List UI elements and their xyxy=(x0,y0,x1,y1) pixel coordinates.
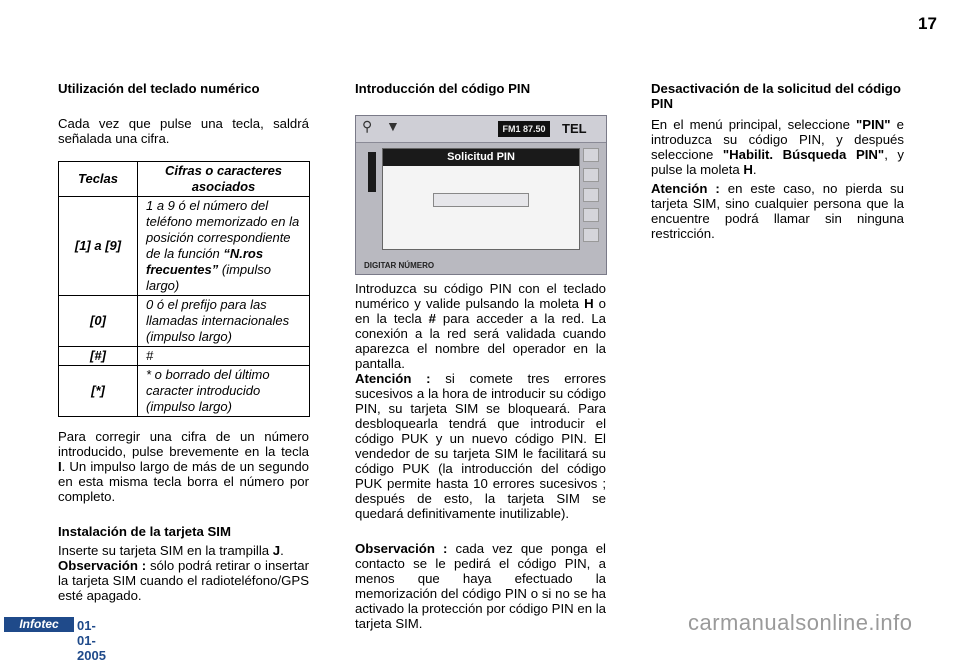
text: si comete tres errores sucesivos a la hora de introducir su código PIN, su tarjeta SIM se bloqueará. Para desbloquearla tendrá que introducir el código PUK y un nuevo código PIN. El vendedor de su tarjeta SIM le facilitará su código PUK (la introducción del código PUK permite hasta 10 errores sucesivos ; después de esto, la tarjeta SIM se quedará definitivamente inutilizable). xyxy=(355,371,606,521)
key-cell: [*] xyxy=(59,366,138,417)
attention-paragraph xyxy=(651,181,904,241)
screen-left-tab xyxy=(368,152,376,192)
side-button[interactable] xyxy=(583,208,599,222)
key-letter: H xyxy=(584,296,594,311)
attention-label: Atención : xyxy=(355,371,431,386)
value-cell: # xyxy=(138,347,310,366)
sim-paragraph xyxy=(58,543,309,558)
observation-paragraph xyxy=(58,558,309,603)
column-deactivation xyxy=(651,81,904,241)
frequency-display: FM1 87.50 xyxy=(498,121,550,137)
side-button[interactable] xyxy=(583,148,599,162)
text: Introduzca su código PIN con el teclado numérico y valide pulsando la moleta xyxy=(355,281,606,311)
text: , y pulse la moleta xyxy=(651,147,904,177)
observation-label: Observación : xyxy=(355,541,448,556)
dialog-title: Solicitud PIN xyxy=(383,149,579,166)
text: sólo podrá retirar o insertar la tarjeta SIM cuando el radioteléfono/GPS esté apagado. xyxy=(58,558,309,603)
key-letter: J xyxy=(272,543,281,558)
value-cell: * o borrado del último caracter introducido (impulso largo) xyxy=(138,366,310,417)
heading-deactivation: Desactivación de la solicitud del código PIN xyxy=(651,81,901,111)
text: en este caso, no pierda su tarjeta SIM, sino cualquier persona que la encuentre podrá llamar sin ninguna restricción. xyxy=(651,181,904,241)
attention-paragraph xyxy=(355,371,606,521)
value-text: (impulso largo) xyxy=(146,262,271,293)
key-letter: I xyxy=(58,459,62,474)
heading-sim: Instalación de la tarjeta SIM xyxy=(58,524,231,539)
side-button[interactable] xyxy=(583,188,599,202)
text: para acceder a la red. La conexión a la red será validada cuando aparezca el nombre del operador en la pantalla. xyxy=(355,311,606,371)
value-cell xyxy=(138,197,310,296)
value-bold: “N.ros frecuentes” xyxy=(146,246,264,277)
signal-icon: ▼ xyxy=(386,118,400,134)
text: Inserte su tarjeta SIM en la trampilla xyxy=(58,543,273,558)
text: e introduzca su código PIN, y después seleccione xyxy=(651,117,904,162)
menu-item: "Habilit. Búsqueda PIN" xyxy=(722,147,885,162)
screen-top-bar xyxy=(356,116,606,143)
observation-label: Observación : xyxy=(58,558,147,573)
text: Para corregir una cifra de un número introducido, pulse brevemente en la tecla xyxy=(58,429,309,459)
column-keypad xyxy=(58,81,309,603)
text: o en la tecla xyxy=(355,296,606,326)
key-letter: H xyxy=(743,162,753,177)
keypad-intro: Cada vez que pulse una tecla, saldrá señalada una cifra. xyxy=(58,116,309,146)
key-cell: [1] a [9] xyxy=(59,197,138,296)
table-row xyxy=(59,347,310,366)
text: En el menú principal, seleccione xyxy=(651,117,857,132)
pin-paragraph xyxy=(355,281,606,371)
text: cada vez que ponga el contacto se le pedirá el código PIN, a menos que haya efectuado la memorización del código PIN o si no se ha activado la protección por código PIN en la tarjeta SIM. xyxy=(355,541,606,631)
text: . xyxy=(280,543,284,558)
header-keys: Teclas xyxy=(59,162,138,197)
tel-label: TEL xyxy=(562,121,587,136)
key-cell: [0] xyxy=(59,296,138,347)
heading-pin: Introducción del código PIN xyxy=(355,81,531,96)
key-cell: [#] xyxy=(59,347,138,366)
antenna-icon: ⚲ xyxy=(362,118,373,134)
observation-paragraph xyxy=(355,541,606,631)
value-text: 1 a 9 ó el número del teléfono memorizado en la posición correspondiente de la función xyxy=(146,198,300,261)
text: . xyxy=(752,162,757,177)
side-button[interactable] xyxy=(583,228,599,242)
heading-keypad: Utilización del teclado numérico xyxy=(58,81,260,96)
radio-screen xyxy=(355,115,607,275)
footer-date: 01-01-2005 xyxy=(77,618,106,663)
table-header-row xyxy=(59,162,310,197)
text: . Un impulso largo de más de un segundo en esta misma tecla borra el número por completo. xyxy=(58,459,309,504)
table-row xyxy=(59,366,310,417)
side-button[interactable] xyxy=(583,168,599,182)
keys-table xyxy=(58,161,310,417)
menu-item: "PIN" xyxy=(856,117,891,132)
value-cell: 0 ó el prefijo para las llamadas internacionales (impulso largo) xyxy=(138,296,310,347)
page-number: 17 xyxy=(918,14,937,33)
attention-label: Atención : xyxy=(651,181,720,196)
deactivation-paragraph xyxy=(651,117,904,177)
pin-input[interactable] xyxy=(433,193,529,207)
correct-paragraph xyxy=(58,429,309,504)
infotec-logo: Infotec xyxy=(4,617,74,632)
digitar-label: DIGITAR NÚMERO xyxy=(364,261,435,270)
header-values: Cifras o caracteres asociados xyxy=(138,162,310,197)
column-pin xyxy=(355,81,606,631)
key-letter: # xyxy=(428,311,436,326)
pin-dialog xyxy=(382,148,580,250)
watermark: carmanualsonline.info xyxy=(688,610,913,635)
table-row xyxy=(59,296,310,347)
table-row xyxy=(59,197,310,296)
